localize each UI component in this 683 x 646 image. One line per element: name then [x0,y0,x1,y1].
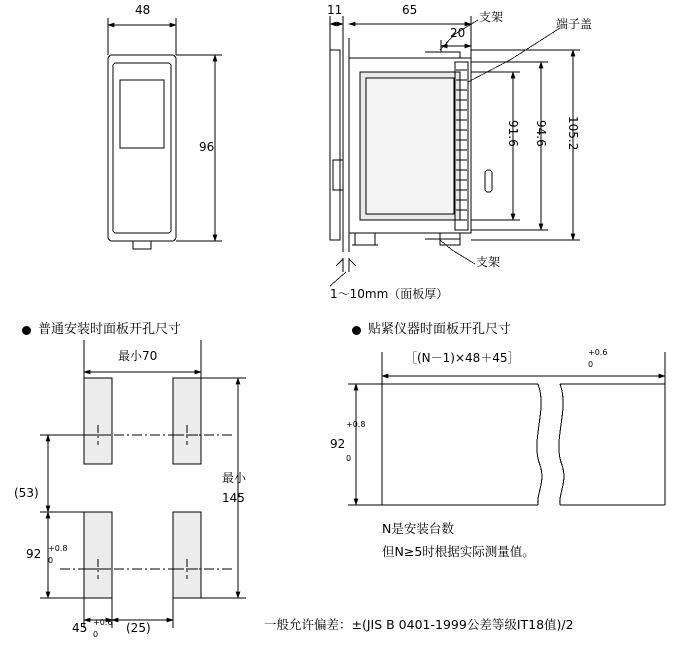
dim-45-tol-dn: 0 [93,630,99,639]
dim-53: (53) [14,486,39,500]
formula-width: ［(N－1)×48＋45］ [405,351,520,365]
dim-front-depth-11: 11 [327,3,343,17]
heading-normal-mount: 普通安装时面板开孔尺寸 [38,322,182,337]
dim-92-left-tol-dn: 0 [48,556,54,565]
dim-45: 45 [72,621,88,635]
dim-94-6: 94.6 [534,120,549,147]
dim-92-left-tol-up: +0.8 [48,544,68,553]
dim-92-right: 92 [330,437,346,451]
heading-close-mount: 贴紧仪器时面板开孔尺寸 [368,322,512,337]
note-n-line1: N是安装台数 [382,521,454,536]
dim-min-height-value: 145 [222,491,245,505]
dim-width-48: 48 [135,3,151,17]
dim-92-right-tol-dn: 0 [346,454,352,463]
bullet-icon-left [22,326,31,335]
label-bracket-bottom: 支架 [476,255,501,269]
footer-tolerance-note: 一般允许偏差：±(JIS B 0401-1999公差等级IT18值)/2 [264,617,574,632]
formula-tol-dn: 0 [588,360,594,369]
dim-91-6: 91.6 [506,120,521,147]
dim-bracket-20: 20 [450,26,466,40]
note-panel-thickness: 1～10mm（面板厚） [330,287,449,301]
dim-45-tol-up: +0.6 [93,618,113,627]
dim-body-depth-65: 65 [402,3,418,17]
label-bracket-top: 支架 [479,10,504,24]
dim-height-96: 96 [199,140,215,154]
dim-25: (25) [126,621,151,635]
note-n-line2: 但N≥5时根据实际测量值。 [382,544,535,559]
formula-tol-up: +0.6 [588,348,608,357]
bullet-icon-right [352,326,361,335]
dim-min-height-label: 最小 [222,471,247,485]
dim-92-left: 92 [26,547,42,561]
dim-min-width-70: 最小70 [118,349,158,363]
dim-105-2: 105.2 [566,116,581,151]
label-terminal-cover: 端子盖 [556,17,593,31]
dim-92-right-tol-up: +0.8 [346,420,366,429]
